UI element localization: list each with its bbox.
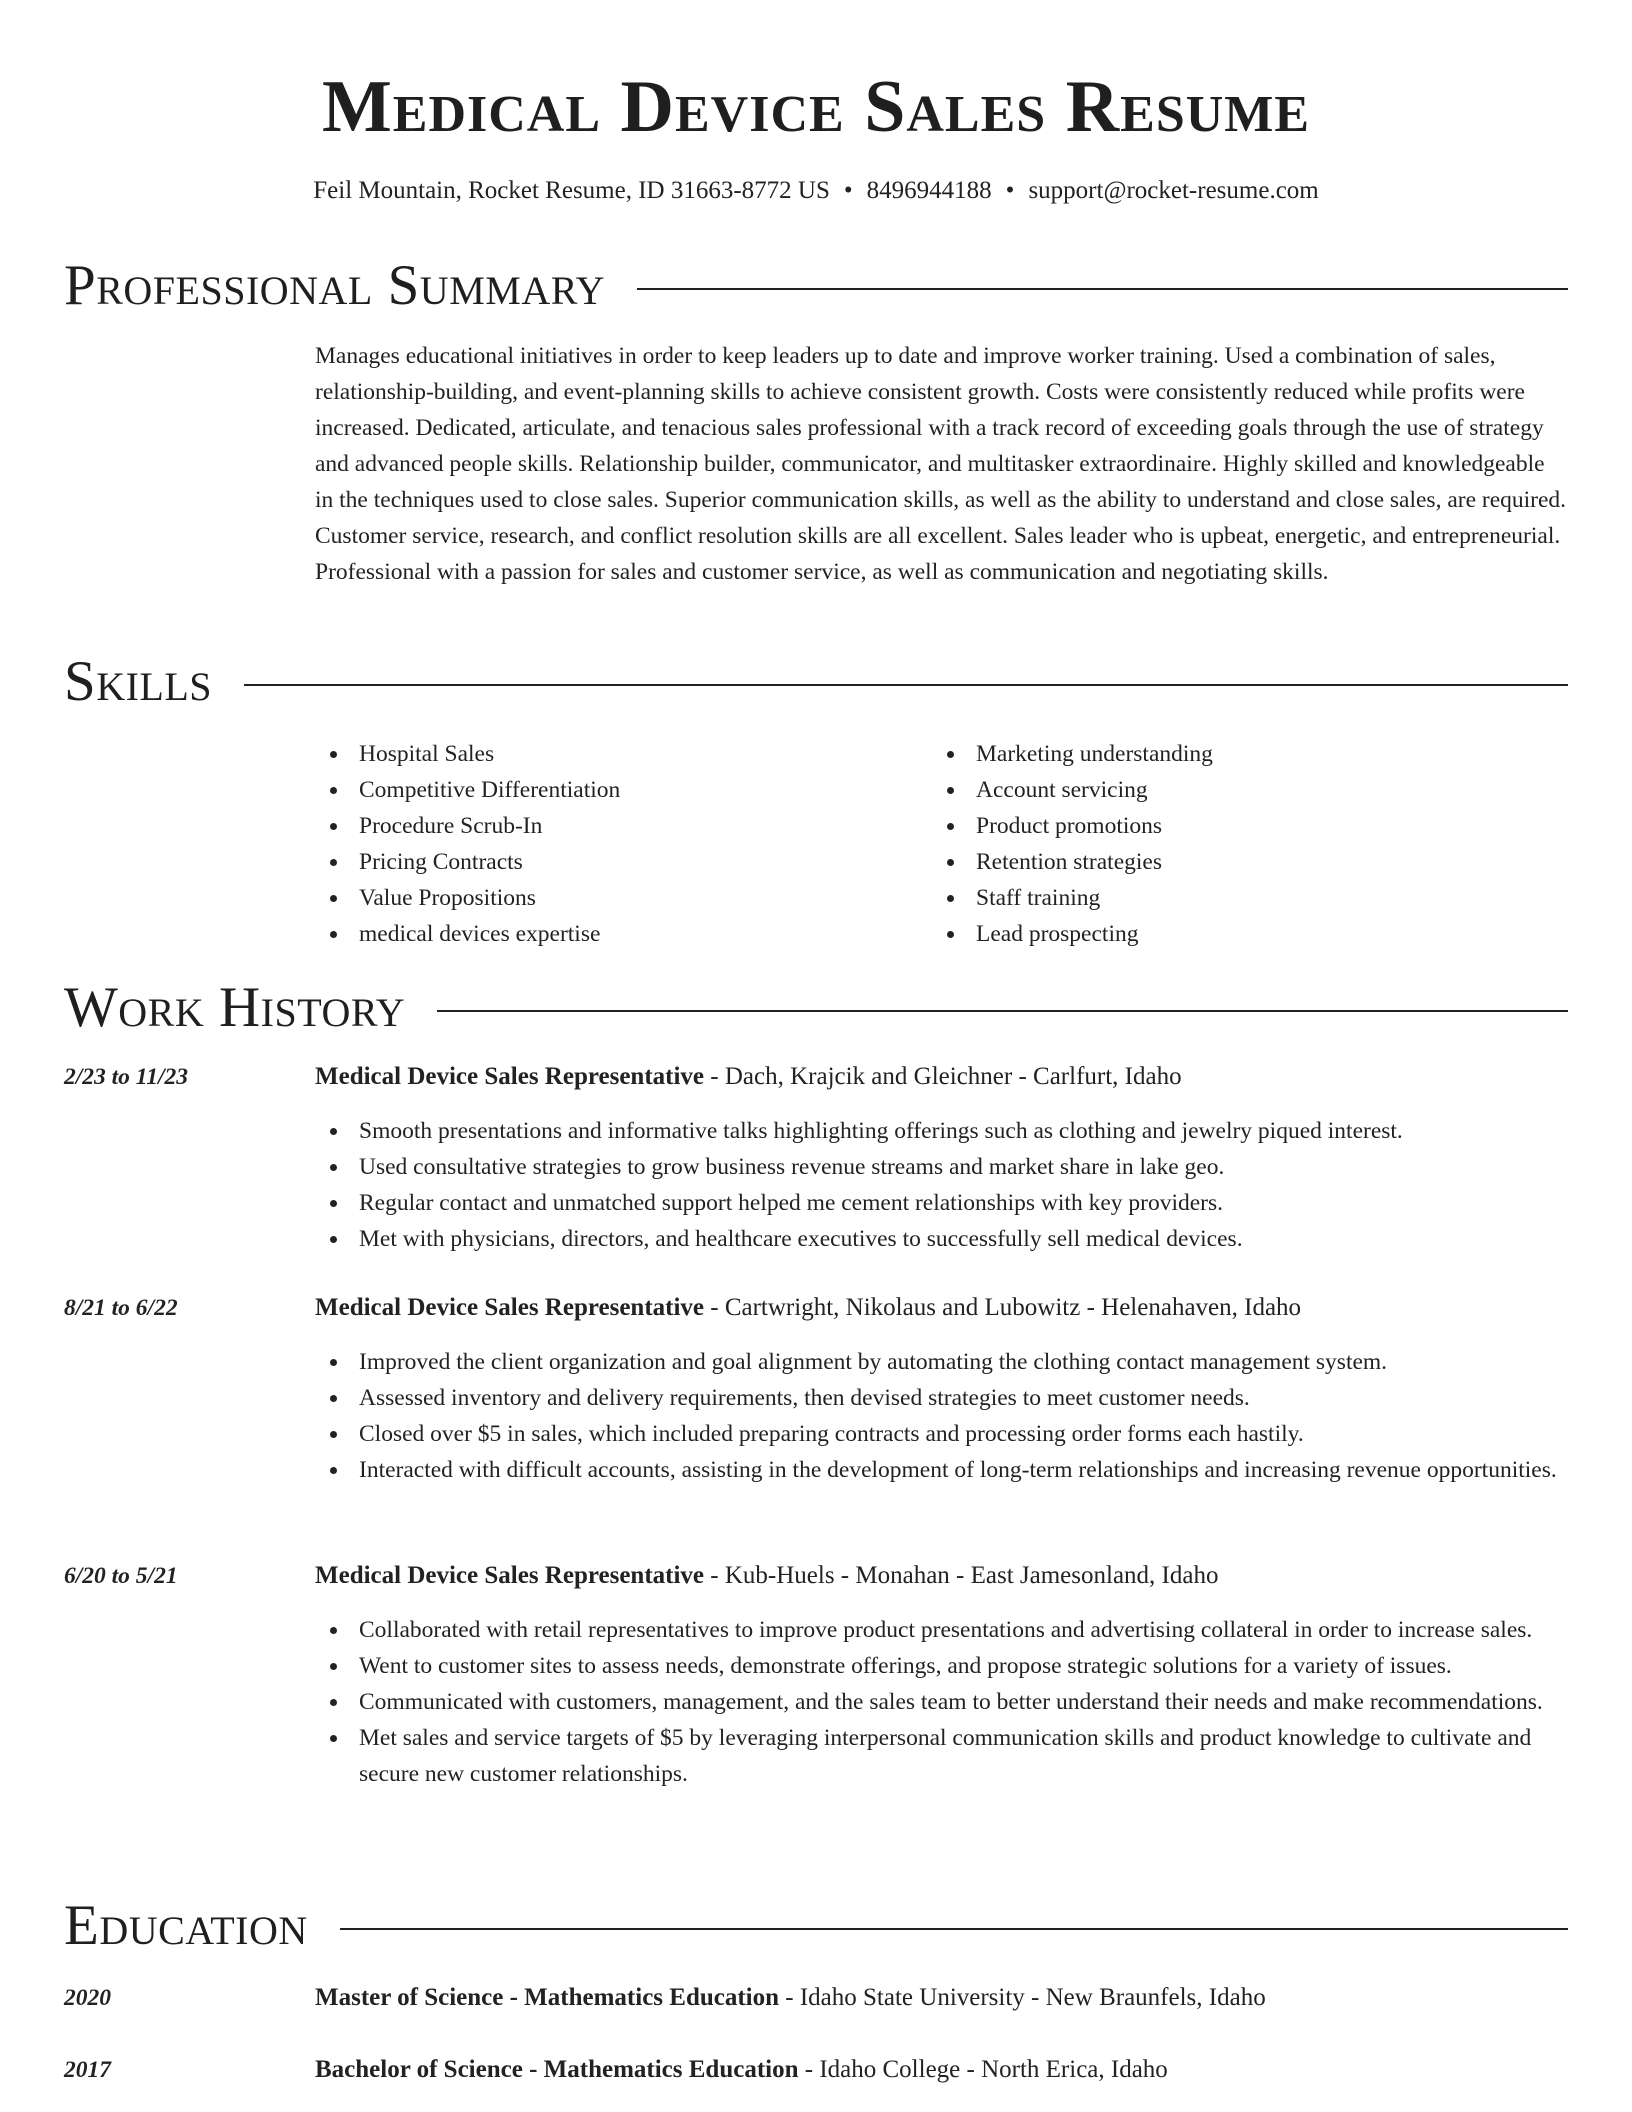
education-date: 2020 (64, 1985, 111, 2011)
job-bullet: Met sales and service targets of $5 by leveraging interpersonal communication skills and product knowledge to cultivate and secure new customer relationships. (315, 1720, 1568, 1792)
skill-item: Marketing understanding (932, 736, 1549, 772)
education-date: 2017 (64, 2057, 111, 2083)
contact-line (0, 176, 1632, 206)
section-divider (637, 288, 1568, 290)
skill-item: Staff training (932, 880, 1549, 916)
skill-item: Product promotions (932, 808, 1549, 844)
education-headline (315, 2054, 1568, 2086)
skill-item: Competitive Differentiation (315, 772, 932, 808)
job-bullets (315, 1113, 1568, 1257)
job-date: 8/21 to 6/22 (64, 1295, 178, 1321)
skills-heading: Skills (64, 650, 213, 713)
job-bullet: Communicated with customers, management, and the sales team to better understand their needs and make recommendations. (315, 1684, 1568, 1720)
skill-item: Pricing Contracts (315, 844, 932, 880)
job-bullet: Interacted with difficult accounts, assisting in the development of long-term relationships and increasing revenue opportunities. (315, 1452, 1568, 1488)
education-degree: Master of Science - Mathematics Education (315, 1984, 780, 2011)
job-bullet: Used consultative strategies to grow business revenue streams and market share in lake geo. (315, 1149, 1568, 1185)
job-employer: - Cartwright, Nikolaus and Lubowitz - Helenahaven, Idaho (704, 1294, 1302, 1321)
section-divider (244, 684, 1568, 686)
skill-item: medical devices expertise (315, 916, 932, 952)
job-bullet: Closed over $5 in sales, which included preparing contracts and processing order forms each hastily. (315, 1416, 1568, 1452)
skill-item: Hospital Sales (315, 736, 932, 772)
work-section-header (64, 976, 1568, 1040)
skills-column-left (315, 736, 932, 952)
job-title: Medical Device Sales Representative (315, 1294, 705, 1321)
skills-column-right (932, 736, 1549, 952)
contact-separator: • (843, 177, 853, 204)
job-bullet: Met with physicians, directors, and healthcare executives to successfully sell medical devices. (315, 1221, 1568, 1257)
education-school: - Idaho College - North Erica, Idaho (798, 2056, 1168, 2083)
section-divider (437, 1010, 1568, 1012)
skill-item: Lead prospecting (932, 916, 1549, 952)
job-title: Medical Device Sales Representative (315, 1562, 705, 1589)
job-title: Medical Device Sales Representative (315, 1063, 705, 1090)
job-employer: - Kub-Huels - Monahan - East Jamesonland, Idaho (704, 1562, 1219, 1589)
job-headline (315, 1292, 1568, 1324)
skill-item: Value Propositions (315, 880, 932, 916)
resume-title: Medical Device Sales Resume (321, 66, 1311, 148)
section-divider (340, 1928, 1568, 1930)
job-bullet: Smooth presentations and informative talks highlighting offerings such as clothing and jewelry piqued interest. (315, 1113, 1568, 1149)
job-headline (315, 1061, 1568, 1093)
skills-list (315, 736, 1568, 952)
summary-section-header (64, 254, 1568, 318)
job-date: 2/23 to 11/23 (64, 1064, 189, 1090)
contact-separator: • (1005, 177, 1015, 204)
job-bullet: Assessed inventory and delivery requirements, then devised strategies to meet customer needs. (315, 1380, 1568, 1416)
summary-text: Manages educational initiatives in order to keep leaders up to date and improve worker training. Used a combination of sales, relationship-building, and event-planning skills to achieve consistent growth. Costs were consistently reduced while profits were increased. Dedicated, articulate, and tenacious sales professional with a track record of exceeding goals through the use of strategy and advanced people skills. Relationship builder, communicator, and multitasker extraordinaire. Highly skilled and knowledgeable in the techniques used to close sales. Superior communication skills, as well as the ability to understand and close sales, are required. Customer service, research, and conflict resolution skills are all excellent. Sales leader who is upbeat, energetic, and entrepreneurial. Professional with a passion for sales and customer service, as well as communication and negotiating skills. (315, 343, 1567, 585)
education-school: - Idaho State University - New Braunfels, Idaho (779, 1984, 1266, 2011)
job-date: 6/20 to 5/21 (64, 1563, 178, 1589)
work-heading: Work History (64, 976, 406, 1039)
job-employer: - Dach, Krajcik and Gleichner - Carlfurt, Idaho (704, 1063, 1182, 1090)
job-bullets (315, 1612, 1568, 1792)
skill-item: Account servicing (932, 772, 1549, 808)
job-bullet: Went to customer sites to assess needs, demonstrate offerings, and propose strategic solutions for a variety of issues. (315, 1648, 1568, 1684)
job-bullet: Collaborated with retail representatives to improve product presentations and advertising collateral in order to increase sales. (315, 1612, 1568, 1648)
contact-phone: 8496944188 (866, 177, 992, 204)
skill-item: Procedure Scrub-In (315, 808, 932, 844)
job-headline (315, 1560, 1568, 1592)
skill-item: Retention strategies (932, 844, 1549, 880)
skills-section-header (64, 650, 1568, 714)
education-section-header (64, 1894, 1568, 1958)
contact-address: Feil Mountain, Rocket Resume, ID 31663-8772 US (313, 177, 830, 204)
job-bullet: Regular contact and unmatched support helped me cement relationships with key providers. (315, 1185, 1568, 1221)
contact-email: support@rocket-resume.com (1028, 177, 1319, 204)
job-bullets (315, 1344, 1568, 1488)
summary-heading: Professional Summary (64, 254, 606, 317)
education-degree: Bachelor of Science - Mathematics Education (315, 2056, 799, 2083)
education-headline (315, 1982, 1568, 2014)
job-bullet: Improved the client organization and goal alignment by automating the clothing contact management system. (315, 1344, 1568, 1380)
education-heading: Education (64, 1894, 308, 1957)
